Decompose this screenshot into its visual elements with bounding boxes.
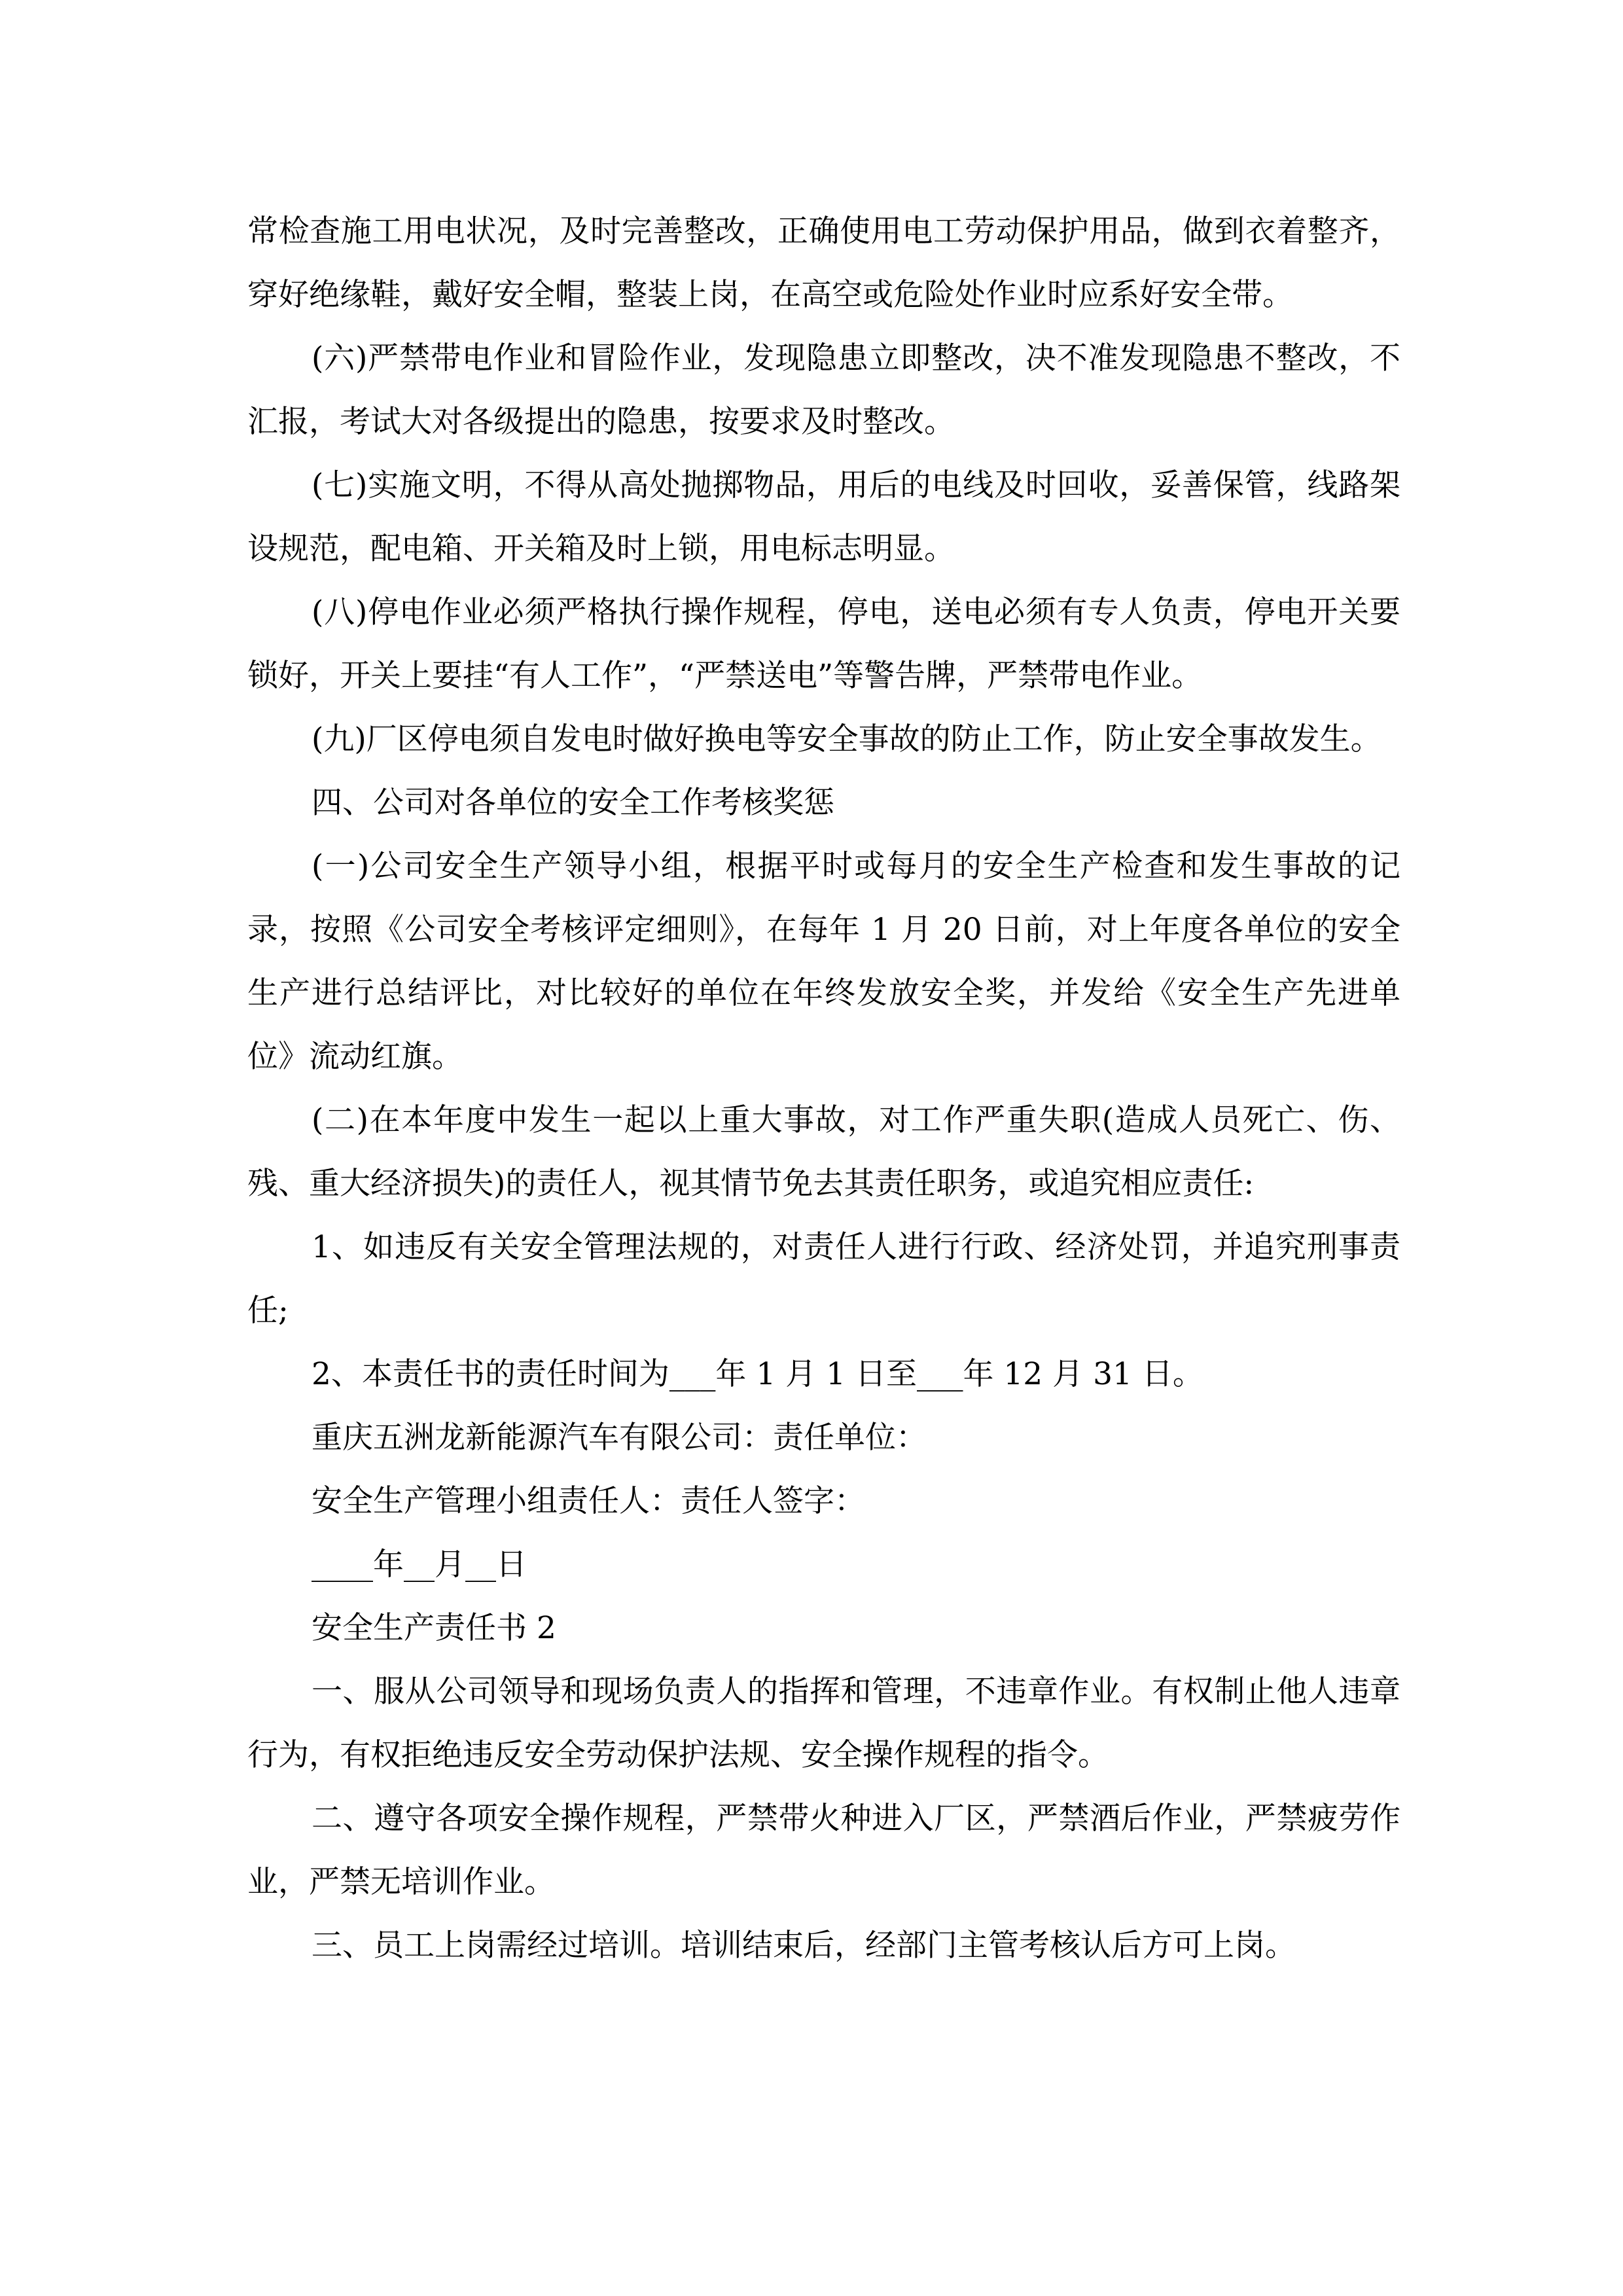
paragraph: ____年__月__日 [312, 1547, 527, 1583]
document-text-block [247, 200, 1400, 1977]
paragraph: (九)厂区停电须自发电时做好换电等安全事故的防止工作，防止安全事故发生。 [312, 721, 1382, 757]
paragraph: 2、本责任书的责任时间为___年 1 月 1 日至___年 12 月 31 日。 [312, 1356, 1204, 1392]
paragraph: 常检查施工用电状况，及时完善整改，正确使用电工劳动保护用品，做到衣着整齐，穿好绝缘鞋，戴好安全帽，整装上岗，在高空或危险处作业时应系好安全带。 [247, 213, 1400, 313]
paragraph: (六)严禁带电作业和冒险作业，发现隐患立即整改，决不准发现隐患不整改，不汇报，考试大对各级提出的隐患，按要求及时整改。 [247, 340, 1400, 440]
paragraph: (七)实施文明，不得从高处抛掷物品，用后的电线及时回收，妥善保管，线路架设规范，配电箱、开关箱及时上锁，用电标志明显。 [247, 467, 1400, 567]
paragraph: 二、遵守各项安全操作规程，严禁带火种进入厂区，严禁酒后作业，严禁疲劳作业，严禁无培训作业。 [247, 1801, 1400, 1900]
paragraph: 安全生产管理小组责任人：责任人签字： [312, 1483, 865, 1519]
paragraph: (一)公司安全生产领导小组，根据平时或每月的安全生产检查和发生事故的记录，按照《公司安全考核评定细则》，在每年 1 月 20 日前，对上年度各单位的安全生产进行总结评比，对比较好的单位在年终发放安全奖，并发给《安全生产先进单位》流动红旗。 [247, 848, 1400, 1075]
paragraph: 三、员工上岗需经过培训。培训结束后，经部门主管考核认后方可上岗。 [312, 1928, 1296, 1964]
paragraph: 一、服从公司领导和现场负责人的指挥和管理，不违章作业。有权制止他人违章行为，有权拒绝违反安全劳动保护法规、安全操作规程的指令。 [247, 1674, 1400, 1773]
paragraph: 重庆五洲龙新能源汽车有限公司：责任单位： [312, 1420, 927, 1456]
paragraph: (二)在本年度中发生一起以上重大事故，对工作严重失职(造成人员死亡、伤、残、重大经济损失)的责任人，视其情节免去其责任职务，或追究相应责任: [247, 1102, 1400, 1202]
paragraph: 1、如违反有关安全管理法规的，对责任人进行行政、经济处罚，并追究刑事责任; [247, 1229, 1400, 1329]
paragraph: 安全生产责任书 2 [312, 1610, 556, 1646]
paragraph: (八)停电作业必须严格执行操作规程，停电，送电必须有专人负责，停电开关要锁好，开关上要挂“有人工作”，“严禁送电”等警告牌，严禁带电作业。 [247, 594, 1400, 694]
paragraph: 四、公司对各单位的安全工作考核奖惩 [312, 785, 834, 821]
